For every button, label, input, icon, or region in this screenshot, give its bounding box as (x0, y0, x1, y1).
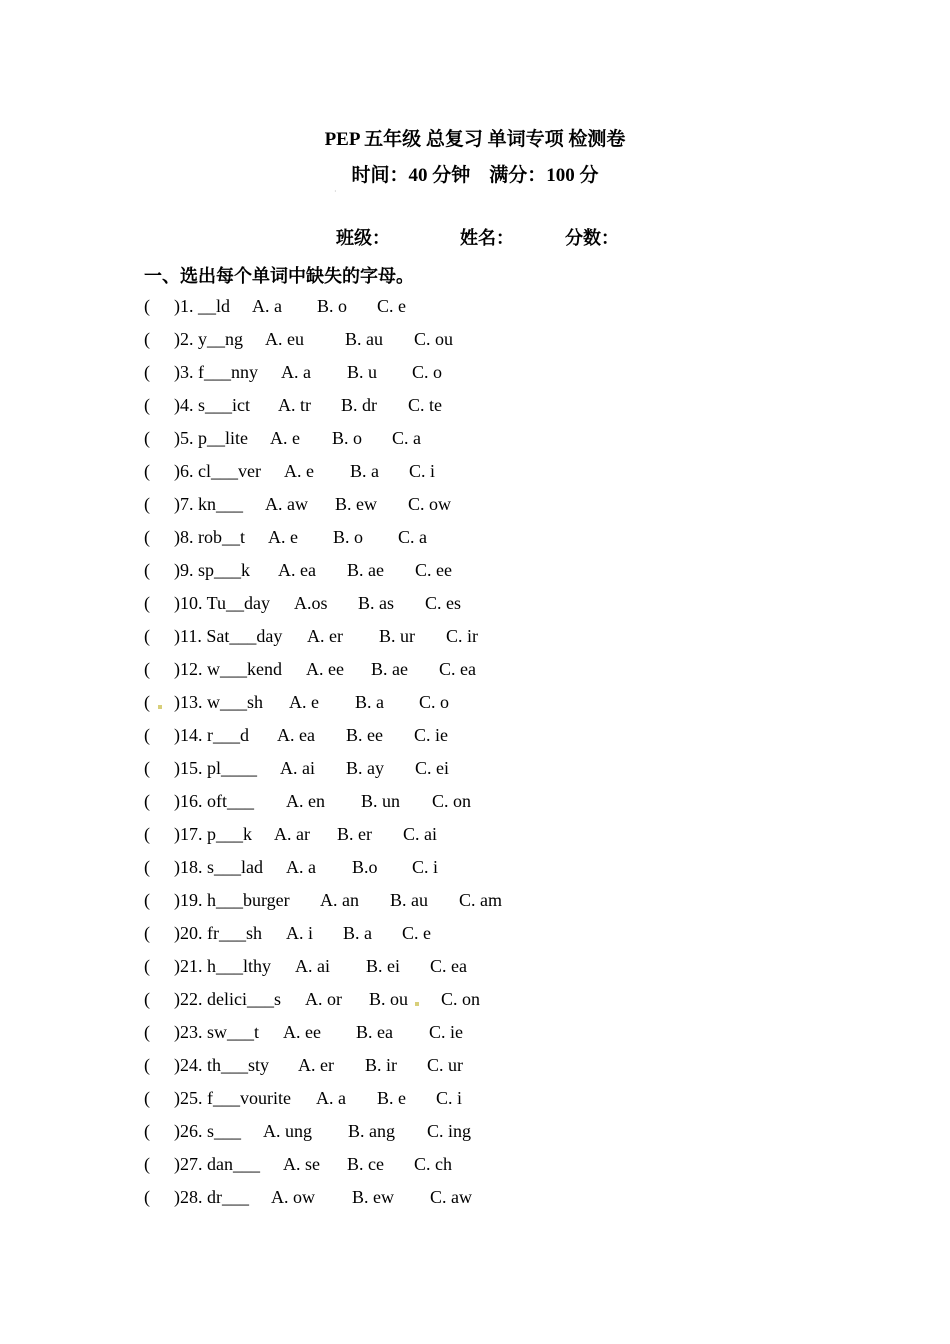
answer-paren[interactable]: ( (144, 362, 150, 382)
option-b: B. as (358, 593, 394, 613)
answer-paren[interactable]: ( (144, 560, 150, 580)
option-b: B. u (347, 362, 378, 382)
option-c: C. ou (414, 329, 454, 349)
answer-paren[interactable]: ( (144, 461, 150, 481)
answer-paren[interactable]: ( (144, 692, 150, 712)
option-c: C. a (392, 428, 421, 448)
option-b: B. ei (366, 956, 400, 976)
answer-paren[interactable]: ( (144, 626, 150, 646)
question-stem: )22. delici___s (174, 989, 281, 1009)
option-a: A. ai (295, 956, 330, 976)
option-a: A. ee (283, 1022, 321, 1042)
answer-paren[interactable]: ( (144, 1154, 150, 1174)
option-a: A. e (289, 692, 319, 712)
option-c: C. o (412, 362, 443, 382)
option-a: A. eu (265, 329, 304, 349)
answer-paren[interactable]: ( (144, 296, 150, 316)
class-label: 班级： (336, 228, 390, 248)
exam-time-score: 时间：40 分钟 满分：100 分 (351, 165, 599, 186)
answer-paren[interactable]: ( (144, 725, 150, 745)
option-b: B. ang (348, 1121, 395, 1141)
option-a: A. e (284, 461, 314, 481)
option-a: A. er (298, 1055, 334, 1075)
option-b: B. e (377, 1088, 406, 1108)
option-b: B. o (332, 428, 363, 448)
option-b: B. ou (369, 989, 409, 1009)
option-a: A. an (320, 890, 359, 910)
option-a: A. tr (278, 395, 311, 415)
option-a: A. ee (306, 659, 344, 679)
option-c: C. ea (439, 659, 476, 679)
question-stem: )1. __ld (174, 296, 230, 316)
question-stem: )18. s___lad (174, 857, 263, 877)
option-b: B. ay (346, 758, 384, 778)
question-stem: )23. sw___t (174, 1022, 259, 1042)
option-c: C. ie (414, 725, 448, 745)
answer-paren[interactable]: ( (144, 1055, 150, 1075)
question-stem: )19. h___burger (174, 890, 290, 910)
option-c: C. on (432, 791, 472, 811)
option-a: A. aw (265, 494, 308, 514)
option-b: B. ae (347, 560, 384, 580)
question-stem: )3. f___nny (174, 362, 258, 382)
question-stem: )24. th___sty (174, 1055, 270, 1075)
option-b: B. au (390, 890, 428, 910)
option-a: A. a (286, 857, 316, 877)
option-a: A. ung (263, 1121, 312, 1141)
option-b: B. un (361, 791, 401, 811)
option-c: C. i (436, 1088, 463, 1108)
option-a: A. er (307, 626, 343, 646)
option-b: B. ee (346, 725, 383, 745)
option-c: C. ei (415, 758, 449, 778)
option-b: B.o (352, 857, 378, 877)
option-b: B. ew (335, 494, 377, 514)
option-a: A. a (316, 1088, 346, 1108)
option-c: C. te (408, 395, 442, 415)
option-a: A. en (286, 791, 325, 811)
highlight-mark (415, 1002, 419, 1006)
option-c: C. ur (427, 1055, 463, 1075)
question-stem: )12. w___kend (174, 659, 282, 679)
option-a: A. e (268, 527, 298, 547)
option-c: C. ch (414, 1154, 452, 1174)
question-stem: )5. p__lite (174, 428, 248, 448)
answer-paren[interactable]: ( (144, 1121, 150, 1141)
option-b: B. ce (347, 1154, 384, 1174)
question-stem: )17. p___k (174, 824, 252, 844)
option-a: A. e (270, 428, 300, 448)
question-stem: )27. dan___ (174, 1154, 260, 1174)
option-c: C. ing (427, 1121, 472, 1141)
option-a: A. se (283, 1154, 320, 1174)
option-c: C. on (441, 989, 481, 1009)
answer-paren[interactable]: ( (144, 824, 150, 844)
highlight-mark (158, 705, 162, 709)
option-a: A. ar (274, 824, 310, 844)
question-stem: )14. r___d (174, 725, 249, 745)
question-stem: )13. w___sh (174, 692, 263, 712)
answer-paren[interactable]: ( (144, 659, 150, 679)
answer-paren[interactable]: ( (144, 428, 150, 448)
option-c: C. ow (408, 494, 452, 514)
option-a: A. ea (278, 560, 316, 580)
option-b: B. a (343, 923, 372, 943)
answer-paren[interactable]: ( (144, 923, 150, 943)
option-a: A. ai (280, 758, 315, 778)
option-c: C. ie (429, 1022, 463, 1042)
question-stem: )11. Sat___day (174, 626, 283, 646)
option-a: A. ea (277, 725, 315, 745)
answer-paren[interactable]: ( (144, 329, 150, 349)
question-stem: )4. s___ict (174, 395, 250, 415)
option-b: B. ur (379, 626, 415, 646)
option-c: C. ee (415, 560, 452, 580)
option-b: B. o (317, 296, 348, 316)
answer-paren[interactable]: ( (144, 1187, 150, 1207)
option-b: B. a (350, 461, 379, 481)
option-a: A. i (286, 923, 313, 943)
question-stem: )25. f___vourite (174, 1088, 291, 1108)
question-stem: )28. dr___ (174, 1187, 249, 1207)
option-b: B. ae (371, 659, 408, 679)
answer-paren[interactable]: ( (144, 1022, 150, 1042)
question-stem: )26. s___ (174, 1121, 241, 1141)
option-c: C. a (398, 527, 427, 547)
option-b: B. o (333, 527, 364, 547)
answer-paren[interactable]: ( (144, 395, 150, 415)
question-stem: )6. cl___ver (174, 461, 261, 481)
option-c: C. es (425, 593, 461, 613)
option-c: C. ir (446, 626, 479, 646)
question-stem: )2. y__ng (174, 329, 243, 349)
option-b: B. au (345, 329, 383, 349)
option-b: B. ir (365, 1055, 398, 1075)
answer-paren[interactable]: ( (144, 890, 150, 910)
section-heading: 一、选出每个单词中缺失的字母。 (144, 266, 414, 286)
answer-paren[interactable]: ( (144, 527, 150, 547)
option-a: A. a (252, 296, 282, 316)
question-stem: )10. Tu__day (174, 593, 271, 613)
option-c: C. ea (430, 956, 467, 976)
option-b: B. ew (352, 1187, 394, 1207)
option-c: C. i (412, 857, 439, 877)
option-c: C. am (459, 890, 502, 910)
option-a: A. a (281, 362, 311, 382)
option-a: A. ow (271, 1187, 315, 1207)
answer-paren[interactable]: ( (144, 494, 150, 514)
question-stem: )7. kn___ (174, 494, 243, 514)
option-b: B. er (337, 824, 372, 844)
option-a: A.os (294, 593, 328, 613)
option-c: C. aw (430, 1187, 472, 1207)
question-stem: )16. oft___ (174, 791, 254, 811)
question-stem: )8. rob__t (174, 527, 245, 547)
option-c: C. ai (403, 824, 437, 844)
page-title: PEP 五年级 总复习 单词专项 检测卷 (324, 129, 626, 150)
option-c: C. i (409, 461, 436, 481)
answer-paren[interactable]: ( (144, 758, 150, 778)
option-c: C. e (377, 296, 406, 316)
score-label: 分数： (565, 228, 619, 248)
question-stem: )20. fr___sh (174, 923, 262, 943)
option-a: A. or (305, 989, 342, 1009)
answer-paren[interactable]: ( (144, 791, 150, 811)
answer-paren[interactable]: ( (144, 593, 150, 613)
answer-paren[interactable]: ( (144, 956, 150, 976)
option-c: C. e (402, 923, 431, 943)
answer-paren[interactable]: ( (144, 989, 150, 1009)
option-b: B. dr (341, 395, 377, 415)
name-label: 姓名： (460, 228, 514, 248)
question-stem: )9. sp___k (174, 560, 250, 580)
answer-paren[interactable]: ( (144, 1088, 150, 1108)
option-b: B. ea (356, 1022, 393, 1042)
answer-paren[interactable]: ( (144, 857, 150, 877)
question-stem: )15. pl____ (174, 758, 257, 778)
question-stem: )21. h___lthy (174, 956, 271, 976)
option-b: B. a (355, 692, 384, 712)
stray-dot: · (334, 187, 337, 196)
option-c: C. o (419, 692, 450, 712)
